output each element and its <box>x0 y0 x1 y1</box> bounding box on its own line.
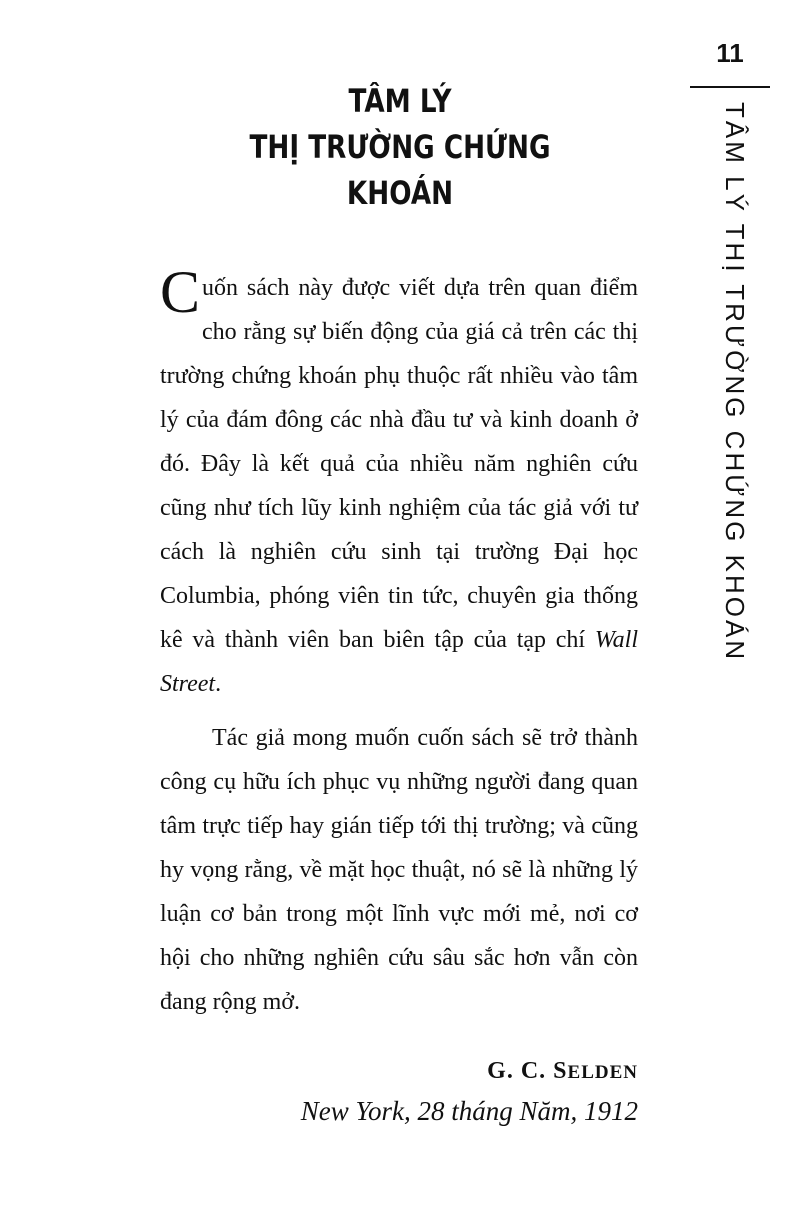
header-rule <box>690 86 770 88</box>
paragraph-1-text: uốn sách này được viết dựa trên quan điểm cho rằng sự biến động của giá cả trên các thị trường chứng khoán phụ thuộc rất nhiều vào tâm lý của đám đông các nhà đầu tư và kinh doanh ở đó. Đây là kết quả của nhiều năm nghiên cứu cũng như tích lũy kinh nghiệm của tác giả với tư cách là nghiên cứu sinh tại trường Đại học Columbia, phóng viên tin tức, chuyên gia thống kê và thành viên ban biên tập của tạp chí <box>160 275 638 653</box>
author-signature <box>300 1058 638 1085</box>
body-text <box>160 259 638 1024</box>
drop-cap: C <box>160 259 201 325</box>
paragraph-1-end: . <box>215 671 222 697</box>
chapter-title-line-2: THỊ TRƯỜNG CHỨNG KHOÁN <box>249 128 551 212</box>
author-surname-rest: ELDEN <box>567 1062 638 1083</box>
paragraph-2: Tác giả mong muốn cuốn sách sẽ trở thành công cụ hữu ích phục vụ những người đang quan tâm trực tiếp hay gián tiếp tới thị trường; và cũng hy vọng rằng, về mặt học thuật, nó sẽ là những lý luận cơ bản trong một lĩnh vực mới mẻ, nơi cơ hội cho những nghiên cứu sâu sắc hơn vẫn còn đang rộng mở. <box>160 725 638 1015</box>
page-number: 11 <box>716 38 744 68</box>
author-initials: G. C. S <box>487 1058 568 1084</box>
chapter-title <box>203 78 597 216</box>
running-head: TÂM LÝ THỊ TRƯỜNG CHỨNG KHOÁN <box>720 102 750 663</box>
place-date: New York, 28 tháng Năm, 1912 <box>300 1096 638 1126</box>
publication-name: Wall Street <box>160 627 638 697</box>
paragraph-1 <box>160 259 638 706</box>
chapter-title-line-1: TÂM LÝ <box>348 82 452 120</box>
